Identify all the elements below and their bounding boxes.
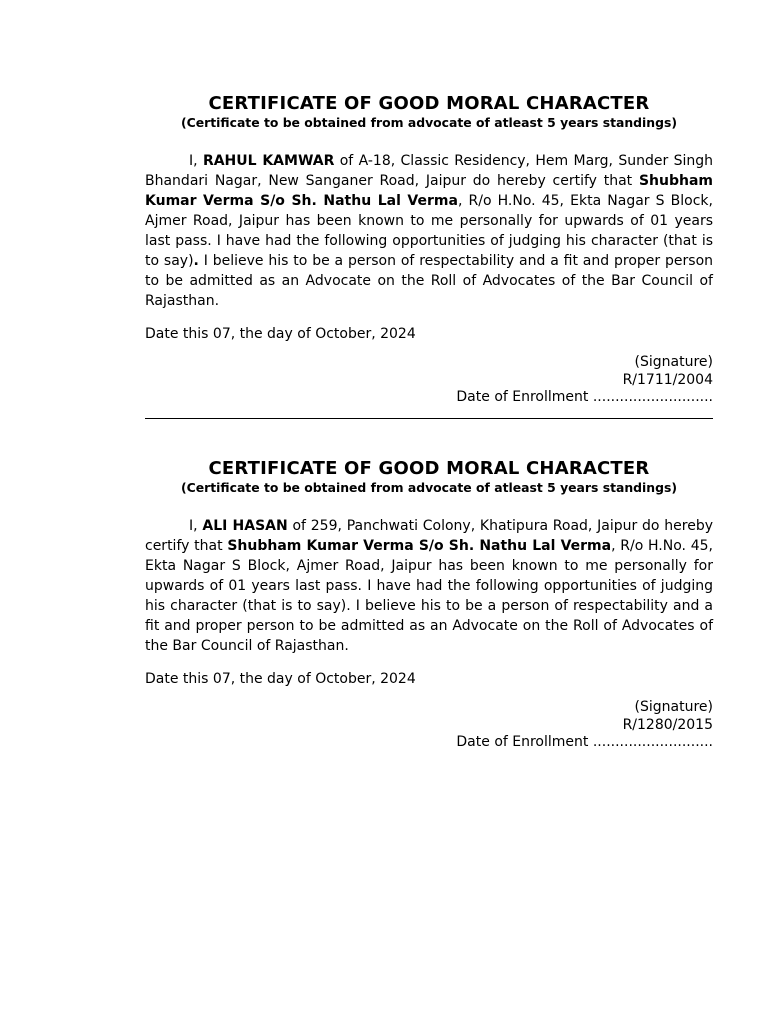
body-bold-period: . [193,253,199,269]
candidate-name: Shubham Kumar Verma S/o Sh. Nathu Lal Verma [145,173,713,209]
certificate-2 [145,458,713,752]
certificate-1 [145,93,713,407]
signature-block [145,699,713,752]
enrollment-date: Date of Enrollment ........................... [456,389,713,405]
certificate-subtitle: (Certificate to be obtained from advocate of atleast 5 years standings) [180,480,678,495]
certificate-title: CERTIFICATE OF GOOD MORAL CHARACTER [208,458,650,479]
enrollment-date: Date of Enrollment ........................... [456,734,713,750]
certificate-body [145,151,713,311]
registration-number: R/1280/2015 [622,716,713,733]
body-prefix: I, [189,153,203,169]
body-text-part-2: I believe his to be a person of respectability and a fit and proper person to be admitted as an Advocate on the Roll of Advocates of the Bar Council of Rajasthan. [145,253,714,309]
certificate-title: CERTIFICATE OF GOOD MORAL CHARACTER [208,93,650,114]
date-line: Date this 07, the day of October, 2024 [145,671,416,687]
body-text-part-1: , R/o H.No. 45, Ekta Nagar S Block, Ajmer Road, Jaipur has been known to me personally for upwards of 01 years last pass. I have had the following opportunities of judging his character (that is to say). I believe his to be a person of respectability and a fit and proper person to be admitted as an Advocate on the Roll of Advocates of the Bar Council of Rajasthan. [145,538,713,654]
signature-label: (Signature) [634,354,713,370]
date-line: Date this 07, the day of October, 2024 [145,326,416,342]
body-text-part-1: , R/o H.No. 45, Ekta Nagar S Block, Ajmer Road, Jaipur has been known to me personally for upwards of 01 years last pass. I have had the following opportunities of judging his character (that is to say) [145,193,713,269]
advocate-name: RAHUL KAMWAR [202,153,335,169]
candidate-name: Shubham Kumar Verma S/o Sh. Nathu Lal Verma [227,538,612,554]
certificate-subtitle: (Certificate to be obtained from advocate of atleast 5 years standings) [180,115,678,130]
registration-number: R/1711/2004 [622,371,713,388]
certificate-body [145,516,713,656]
advocate-name: ALI HASAN [202,518,288,534]
body-middle: of 259, Panchwati Colony, Khatipura Road, Jaipur do hereby certify that [145,518,713,554]
signature-block [145,354,713,407]
signature-label: (Signature) [634,699,713,715]
section-divider [145,418,713,419]
body-middle: of A-18, Classic Residency, Hem Marg, Sunder Singh Bhandari Nagar, New Sanganer Road, Jaipur do hereby certify that [145,153,713,189]
body-prefix: I, [189,518,203,534]
